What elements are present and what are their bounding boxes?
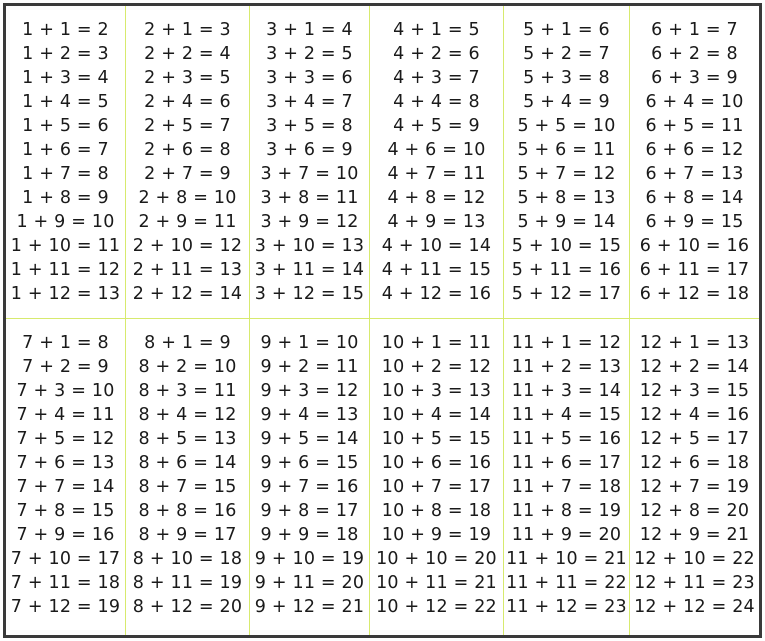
equation: 7 + 4 = 11 <box>16 405 115 425</box>
equation: 3 + 4 = 7 <box>266 92 353 112</box>
equation: 12 + 2 = 14 <box>639 357 750 377</box>
equation: 1 + 11 = 12 <box>10 260 121 280</box>
equation: 3 + 10 = 13 <box>254 236 365 256</box>
equation: 7 + 11 = 18 <box>10 573 121 593</box>
equation: 9 + 2 = 11 <box>260 357 359 377</box>
equation: 5 + 7 = 12 <box>517 164 616 184</box>
equation: 1 + 5 = 6 <box>22 116 109 136</box>
equation: 10 + 9 = 19 <box>381 525 492 545</box>
equation: 11 + 5 = 16 <box>511 429 622 449</box>
equation: 10 + 5 = 15 <box>381 429 492 449</box>
equation: 10 + 2 = 12 <box>381 357 492 377</box>
equation: 3 + 5 = 8 <box>266 116 353 136</box>
equation: 7 + 6 = 13 <box>16 453 115 473</box>
equation: 3 + 2 = 5 <box>266 44 353 64</box>
equation: 3 + 7 = 10 <box>260 164 359 184</box>
equation: 2 + 3 = 5 <box>144 68 231 88</box>
table-block-5 <box>504 6 630 319</box>
equation: 6 + 5 = 11 <box>645 116 744 136</box>
equation: 3 + 6 = 9 <box>266 140 353 160</box>
equation: 4 + 2 = 6 <box>393 44 480 64</box>
equation: 6 + 10 = 16 <box>639 236 750 256</box>
equation: 5 + 4 = 9 <box>523 92 610 112</box>
equation: 8 + 9 = 17 <box>138 525 237 545</box>
equation: 10 + 7 = 17 <box>381 477 492 497</box>
equation: 8 + 5 = 13 <box>138 429 237 449</box>
equation: 6 + 4 = 10 <box>645 92 744 112</box>
equation: 11 + 7 = 18 <box>511 477 622 497</box>
equation: 4 + 11 = 15 <box>381 260 492 280</box>
equation: 7 + 10 = 17 <box>10 549 121 569</box>
equation: 9 + 3 = 12 <box>260 381 359 401</box>
equation: 12 + 1 = 13 <box>639 333 750 353</box>
equation: 3 + 11 = 14 <box>254 260 365 280</box>
equation: 4 + 8 = 12 <box>387 188 486 208</box>
table-block-11 <box>504 319 630 635</box>
equation: 2 + 4 = 6 <box>144 92 231 112</box>
equation: 6 + 7 = 13 <box>645 164 744 184</box>
equation: 6 + 6 = 12 <box>645 140 744 160</box>
equation: 8 + 12 = 20 <box>132 597 243 617</box>
table-block-4 <box>370 6 504 319</box>
equation: 10 + 3 = 13 <box>381 381 492 401</box>
equation: 1 + 1 = 2 <box>22 20 109 40</box>
equation: 2 + 6 = 8 <box>144 140 231 160</box>
equation: 9 + 7 = 16 <box>260 477 359 497</box>
equation: 5 + 6 = 11 <box>517 140 616 160</box>
equation: 8 + 10 = 18 <box>132 549 243 569</box>
equation: 8 + 11 = 19 <box>132 573 243 593</box>
equation: 1 + 12 = 13 <box>10 284 121 304</box>
equation: 9 + 11 = 20 <box>254 573 365 593</box>
equation: 2 + 10 = 12 <box>132 236 243 256</box>
equation: 1 + 9 = 10 <box>16 212 115 232</box>
equation: 10 + 4 = 14 <box>381 405 492 425</box>
equation: 12 + 8 = 20 <box>639 501 750 521</box>
equation: 12 + 9 = 21 <box>639 525 750 545</box>
equation: 11 + 4 = 15 <box>511 405 622 425</box>
equation: 11 + 12 = 23 <box>506 597 627 617</box>
equation: 8 + 7 = 15 <box>138 477 237 497</box>
equation: 5 + 9 = 14 <box>517 212 616 232</box>
equation: 7 + 1 = 8 <box>22 333 109 353</box>
equation: 4 + 4 = 8 <box>393 92 480 112</box>
equation: 11 + 8 = 19 <box>511 501 622 521</box>
table-block-7 <box>6 319 126 635</box>
addition-table-sheet <box>3 3 762 638</box>
equation: 8 + 6 = 14 <box>138 453 237 473</box>
equation: 6 + 1 = 7 <box>651 20 738 40</box>
equation: 2 + 1 = 3 <box>144 20 231 40</box>
table-block-6 <box>630 6 759 319</box>
equation: 4 + 9 = 13 <box>387 212 486 232</box>
equation: 5 + 5 = 10 <box>517 116 616 136</box>
equation: 1 + 4 = 5 <box>22 92 109 112</box>
equation: 10 + 6 = 16 <box>381 453 492 473</box>
equation: 2 + 5 = 7 <box>144 116 231 136</box>
equation: 8 + 1 = 9 <box>144 333 231 353</box>
equation: 2 + 12 = 14 <box>132 284 243 304</box>
equation: 12 + 11 = 23 <box>634 573 755 593</box>
equation: 10 + 10 = 20 <box>376 549 497 569</box>
equation: 9 + 4 = 13 <box>260 405 359 425</box>
equation: 7 + 2 = 9 <box>22 357 109 377</box>
equation: 8 + 3 = 11 <box>138 381 237 401</box>
equation: 5 + 10 = 15 <box>511 236 622 256</box>
equation: 12 + 4 = 16 <box>639 405 750 425</box>
equation: 1 + 10 = 11 <box>10 236 121 256</box>
table-block-1 <box>6 6 126 319</box>
equation: 11 + 11 = 22 <box>506 573 627 593</box>
equation: 1 + 8 = 9 <box>22 188 109 208</box>
equation: 12 + 3 = 15 <box>639 381 750 401</box>
equation: 7 + 7 = 14 <box>16 477 115 497</box>
equation: 12 + 7 = 19 <box>639 477 750 497</box>
equation: 5 + 1 = 6 <box>523 20 610 40</box>
equation: 2 + 11 = 13 <box>132 260 243 280</box>
equation: 5 + 11 = 16 <box>511 260 622 280</box>
equation: 11 + 2 = 13 <box>511 357 622 377</box>
equation: 4 + 7 = 11 <box>387 164 486 184</box>
equation: 10 + 11 = 21 <box>376 573 497 593</box>
equation: 9 + 6 = 15 <box>260 453 359 473</box>
table-block-2 <box>126 6 250 319</box>
table-block-12 <box>630 319 759 635</box>
equation: 2 + 8 = 10 <box>138 188 237 208</box>
equation: 8 + 8 = 16 <box>138 501 237 521</box>
equation: 9 + 8 = 17 <box>260 501 359 521</box>
equation: 4 + 12 = 16 <box>381 284 492 304</box>
equation: 7 + 9 = 16 <box>16 525 115 545</box>
table-block-3 <box>250 6 370 319</box>
equation: 9 + 5 = 14 <box>260 429 359 449</box>
equation: 10 + 8 = 18 <box>381 501 492 521</box>
equation: 11 + 9 = 20 <box>511 525 622 545</box>
equation: 2 + 7 = 9 <box>144 164 231 184</box>
equation: 9 + 12 = 21 <box>254 597 365 617</box>
equation: 6 + 11 = 17 <box>639 260 750 280</box>
equation: 11 + 3 = 14 <box>511 381 622 401</box>
equation: 12 + 12 = 24 <box>634 597 755 617</box>
equation: 3 + 9 = 12 <box>260 212 359 232</box>
equation: 11 + 1 = 12 <box>511 333 622 353</box>
equation: 6 + 3 = 9 <box>651 68 738 88</box>
equation: 7 + 8 = 15 <box>16 501 115 521</box>
equation: 5 + 12 = 17 <box>511 284 622 304</box>
equation: 9 + 9 = 18 <box>260 525 359 545</box>
equation: 1 + 3 = 4 <box>22 68 109 88</box>
equation: 3 + 1 = 4 <box>266 20 353 40</box>
equation: 9 + 10 = 19 <box>254 549 365 569</box>
equation: 4 + 1 = 5 <box>393 20 480 40</box>
equation: 9 + 1 = 10 <box>260 333 359 353</box>
equation: 3 + 12 = 15 <box>254 284 365 304</box>
equation: 1 + 2 = 3 <box>22 44 109 64</box>
equation: 12 + 6 = 18 <box>639 453 750 473</box>
equation: 6 + 2 = 8 <box>651 44 738 64</box>
equation: 7 + 3 = 10 <box>16 381 115 401</box>
equation: 12 + 5 = 17 <box>639 429 750 449</box>
table-block-9 <box>250 319 370 635</box>
equation: 11 + 6 = 17 <box>511 453 622 473</box>
equation: 8 + 4 = 12 <box>138 405 237 425</box>
equation: 4 + 6 = 10 <box>387 140 486 160</box>
equation: 12 + 10 = 22 <box>634 549 755 569</box>
equation: 6 + 8 = 14 <box>645 188 744 208</box>
equation: 7 + 5 = 12 <box>16 429 115 449</box>
equation: 4 + 10 = 14 <box>381 236 492 256</box>
equation: 6 + 9 = 15 <box>645 212 744 232</box>
equation: 2 + 2 = 4 <box>144 44 231 64</box>
equation: 11 + 10 = 21 <box>506 549 627 569</box>
equation: 3 + 8 = 11 <box>260 188 359 208</box>
table-block-8 <box>126 319 250 635</box>
equation: 4 + 3 = 7 <box>393 68 480 88</box>
equation: 1 + 7 = 8 <box>22 164 109 184</box>
equation: 2 + 9 = 11 <box>138 212 237 232</box>
equation: 1 + 6 = 7 <box>22 140 109 160</box>
equation: 5 + 8 = 13 <box>517 188 616 208</box>
table-block-10 <box>370 319 504 635</box>
equation: 10 + 1 = 11 <box>381 333 492 353</box>
equation: 6 + 12 = 18 <box>639 284 750 304</box>
equation: 8 + 2 = 10 <box>138 357 237 377</box>
equation: 10 + 12 = 22 <box>376 597 497 617</box>
equation: 5 + 3 = 8 <box>523 68 610 88</box>
equation: 7 + 12 = 19 <box>10 597 121 617</box>
equation: 5 + 2 = 7 <box>523 44 610 64</box>
equation: 4 + 5 = 9 <box>393 116 480 136</box>
equation: 3 + 3 = 6 <box>266 68 353 88</box>
